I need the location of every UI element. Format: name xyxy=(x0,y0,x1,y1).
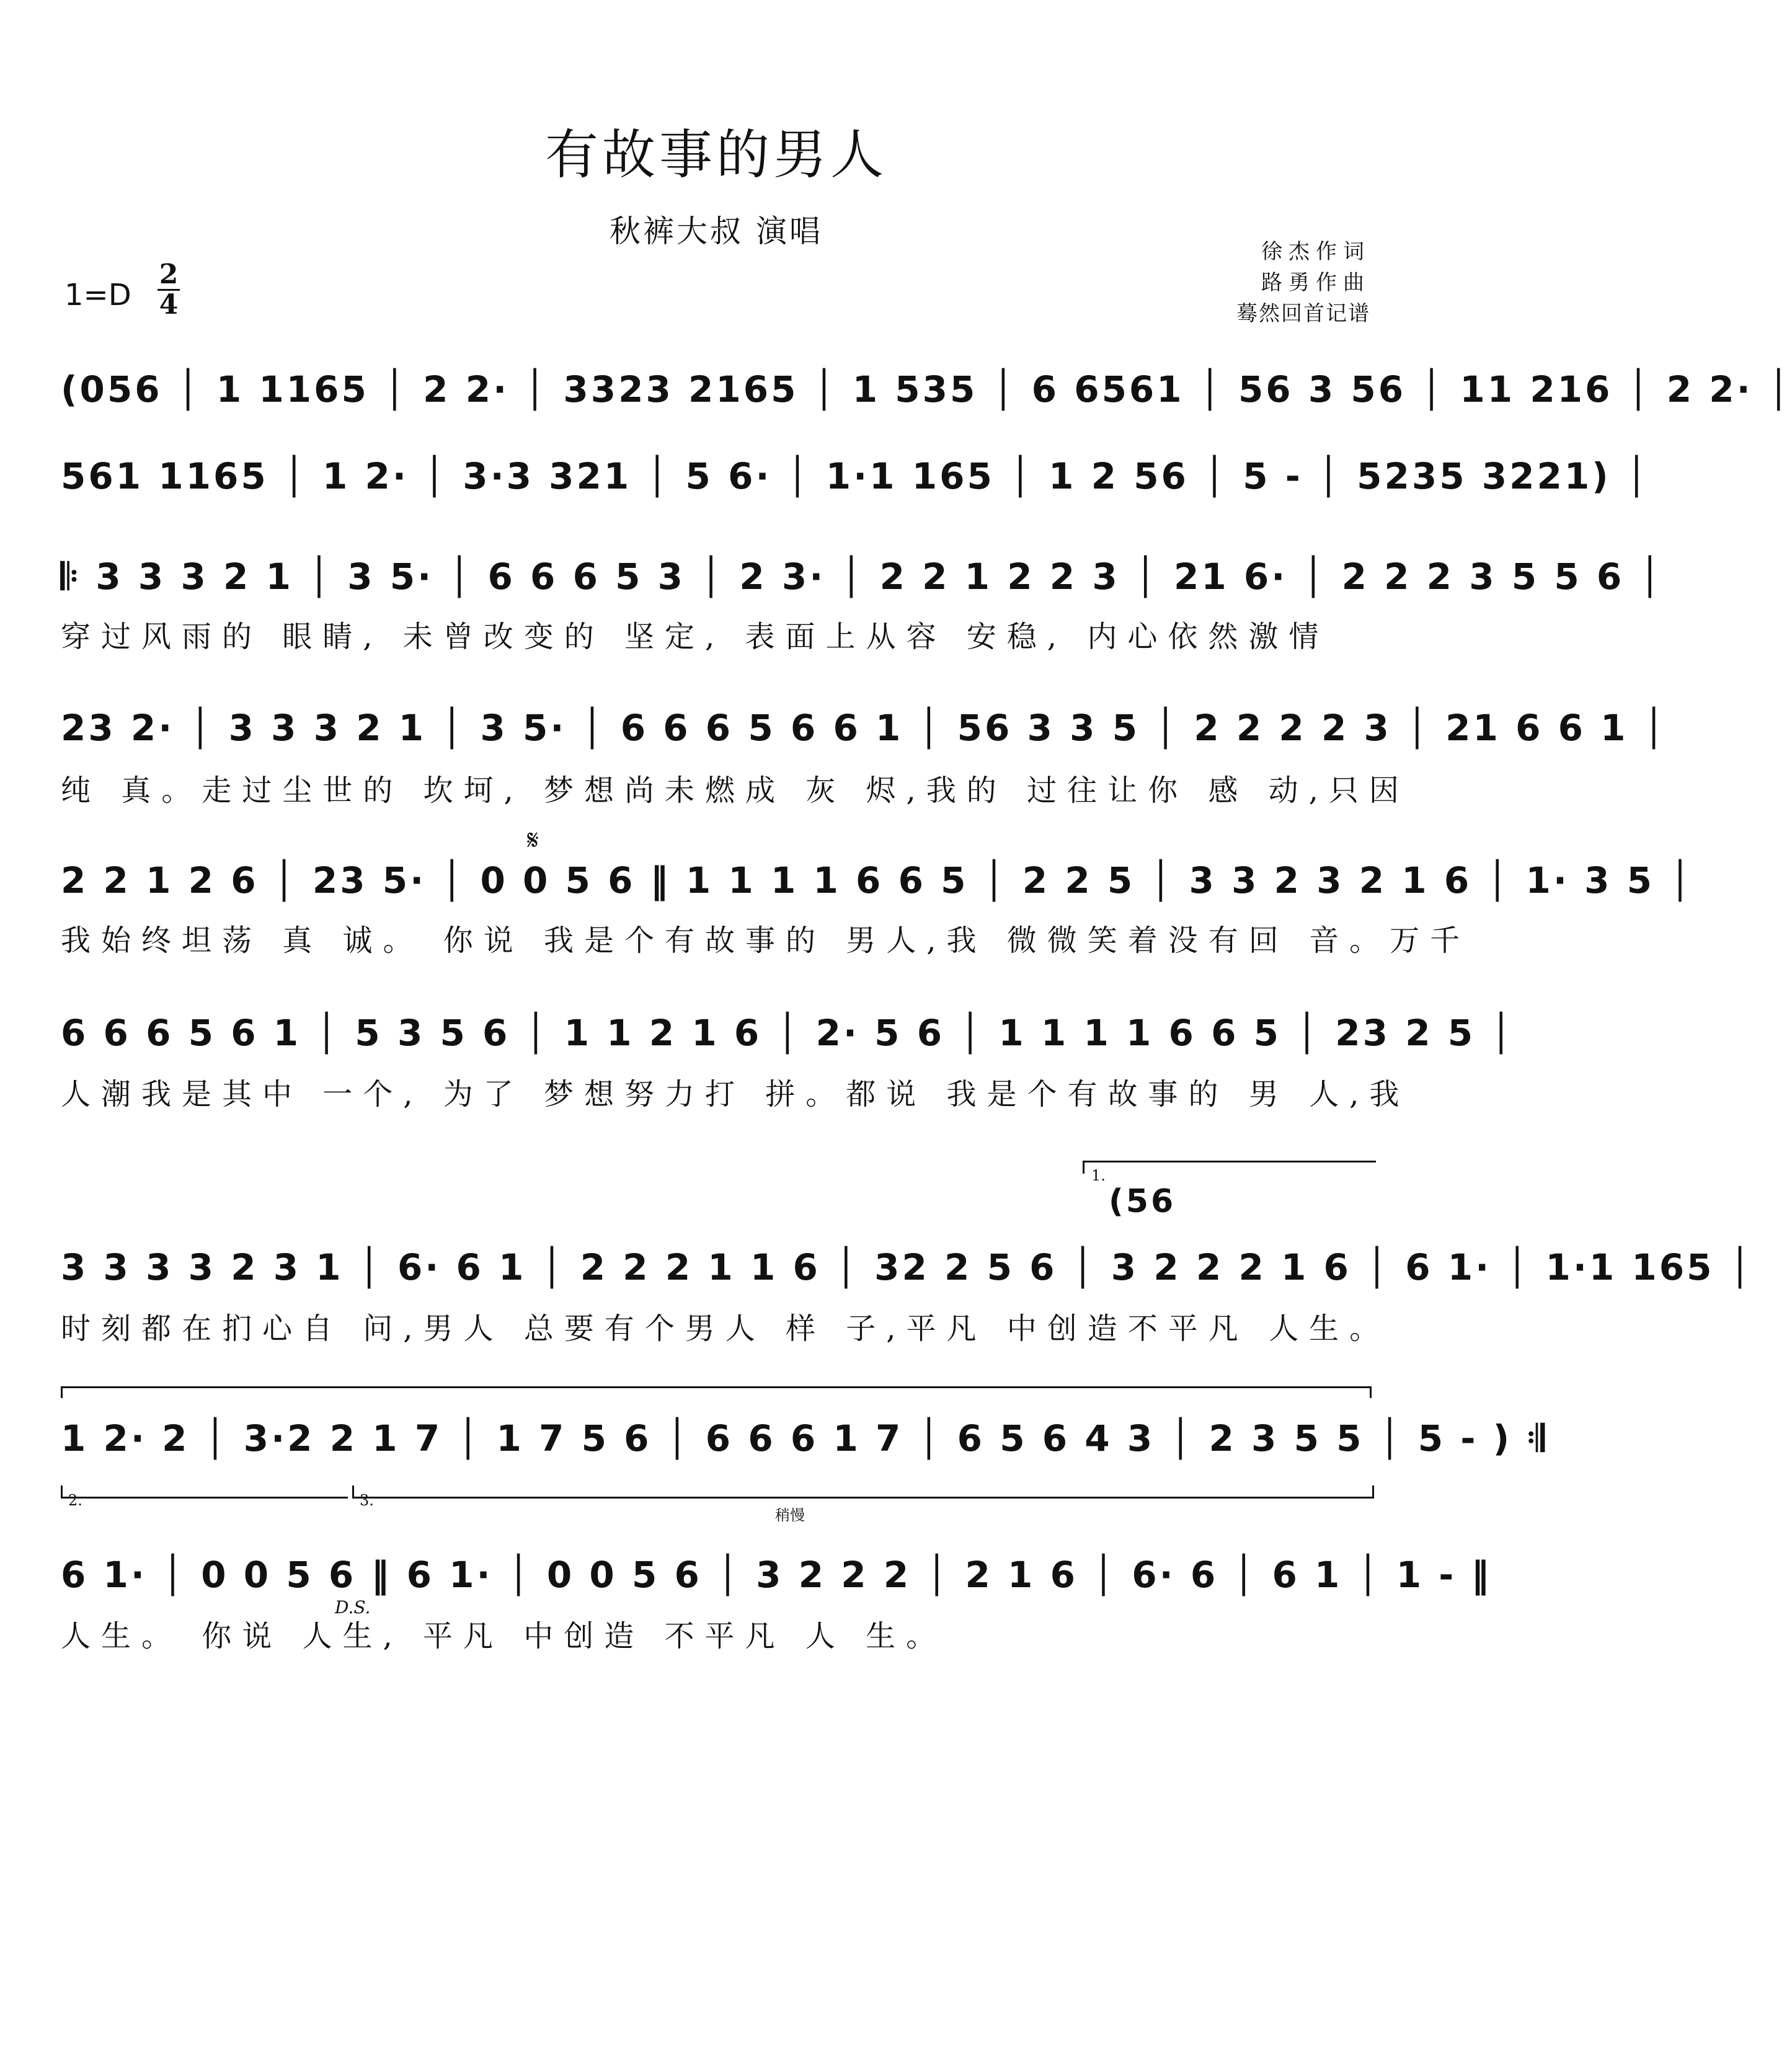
volta-bracket-3 xyxy=(352,1486,1374,1499)
notation-line: 561 1165 │ 1 2· │ 3·3 321 │ 5 6· │ 1·1 165 │ 1 2 56 │ 5 - │ 5235 3221) │ xyxy=(61,455,1650,497)
notation-line: 𝄆 3 3 3 2 1 │ 3 5· │ 6 6 6 5 3 │ 2 3· │ 2 2 1 2 2 3 │ 21 6· │ 2 2 2 3 5 5 6 │ xyxy=(61,556,1664,598)
volta-2-label: 2. xyxy=(68,1492,82,1509)
notation-line: 6 6 6 5 6 1 │ 5 3 5 6 │ 1 1 2 1 6 │ 2· 5 6 │ 1 1 1 1 6 6 5 │ 23 2 5 │ xyxy=(61,1012,1515,1054)
pickup-notes: (56 xyxy=(1109,1183,1176,1220)
notation-line: 23 2· │ 3 3 3 2 1 │ 3 5· │ 6 6 6 5 6 6 1 │ 56 3 3 5 │ 2 2 2 2 3 │ 21 6 6 1 │ xyxy=(61,707,1667,749)
ds-marking: D.S. xyxy=(335,1597,371,1618)
composer: 路勇作曲 xyxy=(1261,270,1370,295)
lyrics-line: 时刻都在扪心自 问,男人 总要有个男人 样 子,平凡 中创造不平凡 人生。 xyxy=(61,1311,1390,1346)
tempo-marking: 稍慢 xyxy=(775,1507,805,1524)
volta-bracket-1 xyxy=(1083,1161,1376,1174)
time-denominator: 4 xyxy=(159,289,179,321)
time-signature xyxy=(157,260,180,319)
lyrics-line: 纯 真。走过尘世的 坎坷, 梦想尚未燃成 灰 烬,我的 过往让你 感 动,只因 xyxy=(61,773,1409,808)
notation-line: 1 2· 2 │ 3·2 2 1 7 │ 1 7 5 6 │ 6 6 6 1 7 │ 6 5 6 4 3 │ 2 3 5 5 │ 5 - ) 𝄇 xyxy=(61,1417,1547,1459)
segno-sign: 𝄋 xyxy=(527,825,539,856)
transcriber: 蓦然回首记谱 xyxy=(1236,301,1370,326)
notation-line: (056 │ 1 1165 │ 2 2· │ 3323 2165 │ 1 535 │ 6 6561 │ 56 3 56 │ 11 216 │ 2 2· │ xyxy=(61,368,1792,410)
lyrics-line: 穿过风雨的 眼睛, 未曾改变的 坚定, 表面上从容 安稳, 内心依然激情 xyxy=(61,619,1329,654)
song-title: 有故事的男人 xyxy=(545,124,887,186)
section-bracket xyxy=(61,1386,1372,1398)
lyrics-line: 我始终坦荡 真 诚。 你说 我是个有故事的 男人,我 微微笑着没有回 音。万千 xyxy=(61,923,1471,958)
time-numerator: 2 xyxy=(157,260,180,291)
volta-bracket-2 xyxy=(61,1486,348,1499)
lyrics-line: 人生。 你说 人生, 平凡 中创造 不平凡 人 生。 xyxy=(61,1619,947,1654)
notation-line: 3 3 3 3 2 3 1 │ 6· 6 1 │ 2 2 2 1 1 6 │ 32 2 5 6 │ 3 2 2 2 1 6 │ 6 1· │ 1·1 165 │ xyxy=(61,1246,1754,1288)
lyricist: 徐杰作词 xyxy=(1261,239,1370,264)
performer: 秋裤大叔 演唱 xyxy=(610,213,823,249)
lyrics-line: 人潮我是其中 一个, 为了 梦想努力打 拼。都说 我是个有故事的 男 人,我 xyxy=(61,1077,1410,1112)
volta-1-label: 1. xyxy=(1091,1167,1106,1184)
volta-3-label: 3. xyxy=(360,1492,374,1509)
key-signature: 1=D xyxy=(64,278,131,312)
notation-line: 2 2 1 2 6 │ 23 5· │ 0 0 5 6 ‖ 1 1 1 1 6 6 5 │ 2 2 5 │ 3 3 2 3 2 1 6 │ 1· 3 5 │ xyxy=(61,859,1694,901)
notation-line: 6 1· │ 0 0 5 6 ‖ 6 1· │ 0 0 5 6 │ 3 2 2 2 │ 2 1 6 │ 6· 6 │ 6 1 │ 1 - ‖ xyxy=(61,1554,1492,1596)
